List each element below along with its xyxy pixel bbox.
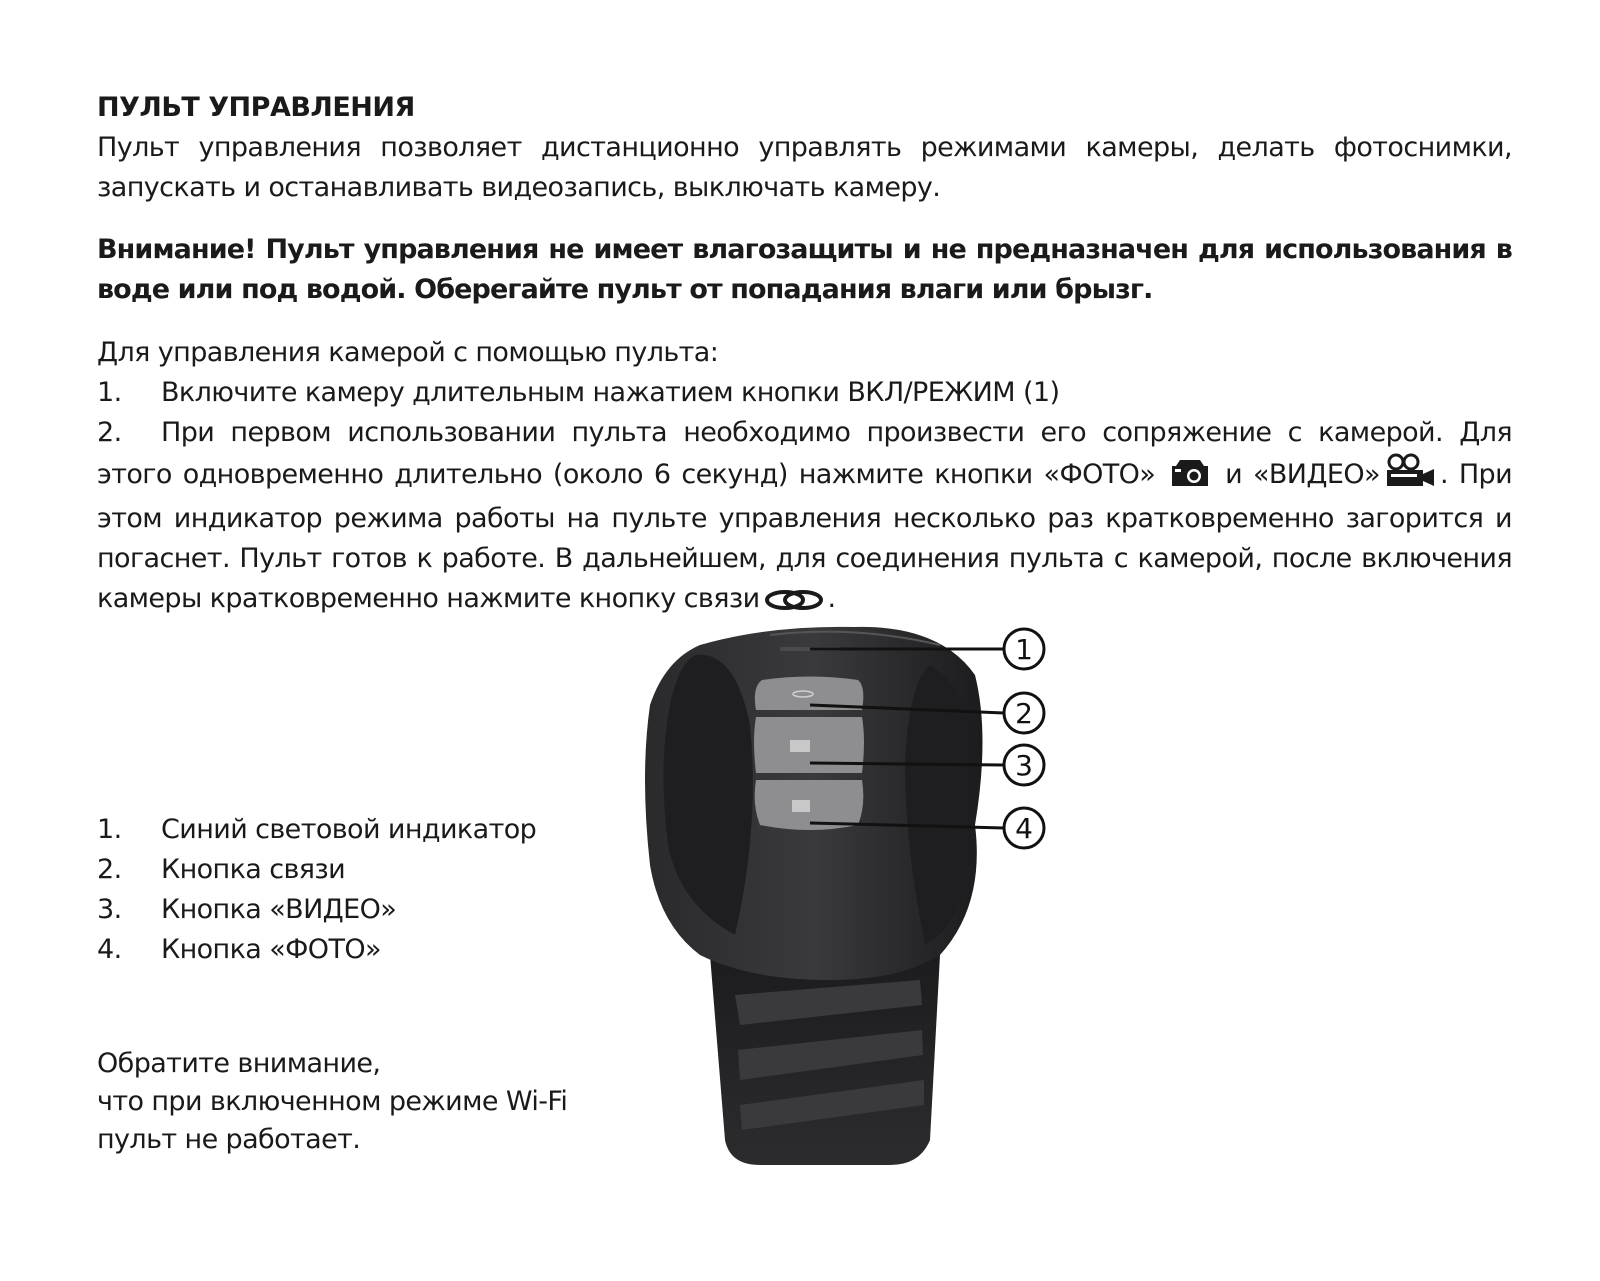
section-title: ПУЛЬТ УПРАВЛЕНИЯ (97, 92, 415, 123)
callout-2 (1004, 693, 1044, 733)
legend-text: Кнопка «ВИДЕО» (161, 894, 397, 925)
legend-item (97, 890, 536, 930)
legend-number: 1. (97, 814, 122, 845)
step-text-part-b: и «ВИДЕО» (1225, 459, 1380, 490)
step-number: 1. (97, 377, 122, 408)
camera-icon (792, 800, 810, 812)
wrist-strap (710, 955, 940, 1165)
camera-icon (1170, 459, 1210, 499)
step-text: Включите камеру длительным нажатием кнопки ВКЛ/РЕЖИМ (1) (161, 377, 1060, 408)
legend-item (97, 930, 536, 970)
step-2 (97, 413, 1512, 623)
callout-3 (1004, 745, 1044, 785)
note-line: что при включенном режиме Wi-Fi (97, 1086, 568, 1117)
step-text-part-c: . При этом индикатор режима работы на пульте управления несколько раз кратковременно загорится и погаснет. Пульт готов к работе. В дальнейшем, для соединения пульта с камерой, после включения камеры кратковременно нажмите кнопку связи (97, 459, 1513, 614)
svg-text:1: 1 (1015, 633, 1033, 666)
note-line: пульт не работает. (97, 1124, 361, 1155)
wifi-note (97, 1045, 567, 1159)
remote-control-illustration (640, 625, 1070, 1185)
svg-text:4: 4 (1015, 812, 1033, 845)
legend-text: Кнопка «ФОТО» (161, 934, 381, 965)
note-line: Обратите внимание, (97, 1048, 381, 1079)
callout-4 (1004, 808, 1044, 848)
step-text-part-d: . (827, 583, 836, 614)
legend-number: 4. (97, 934, 122, 965)
svg-text:2: 2 (1015, 697, 1033, 730)
legend-text: Кнопка связи (161, 854, 346, 885)
svg-text:3: 3 (1015, 749, 1033, 782)
link-button[interactable] (755, 677, 863, 711)
warning-text: Внимание! Пульт управления не имеет влагозащиты и не предназначен для использования в воде или под водой. Оберегайте пульт от попадания влаги или брызг. (97, 234, 1512, 305)
instructions-intro: Для управления камерой с помощью пульта: (97, 337, 719, 368)
video-camera-icon (790, 740, 810, 752)
step-1 (97, 373, 1512, 413)
legend-text: Синий световой индикатор (161, 814, 537, 845)
link-icon (764, 583, 824, 623)
video-camera-icon (1384, 453, 1436, 499)
legend-number: 2. (97, 854, 122, 885)
legend-item (97, 850, 536, 890)
step-number: 2. (97, 417, 122, 448)
step-text-part-a: При первом использовании пульта необходимо произвести его сопряжение с камерой. Для этого одновременно длительно (около 6 секунд) нажмите кнопки «ФОТО» (97, 417, 1512, 490)
description-text: Пульт управления позволяет дистанционно управлять режимами камеры, делать фотоснимки, запускать и останавливать видеозапись, выключать камеру. (97, 132, 1512, 203)
legend-item (97, 810, 536, 850)
button-legend (97, 810, 536, 970)
legend-number: 3. (97, 894, 122, 925)
callout-1 (1004, 629, 1044, 669)
